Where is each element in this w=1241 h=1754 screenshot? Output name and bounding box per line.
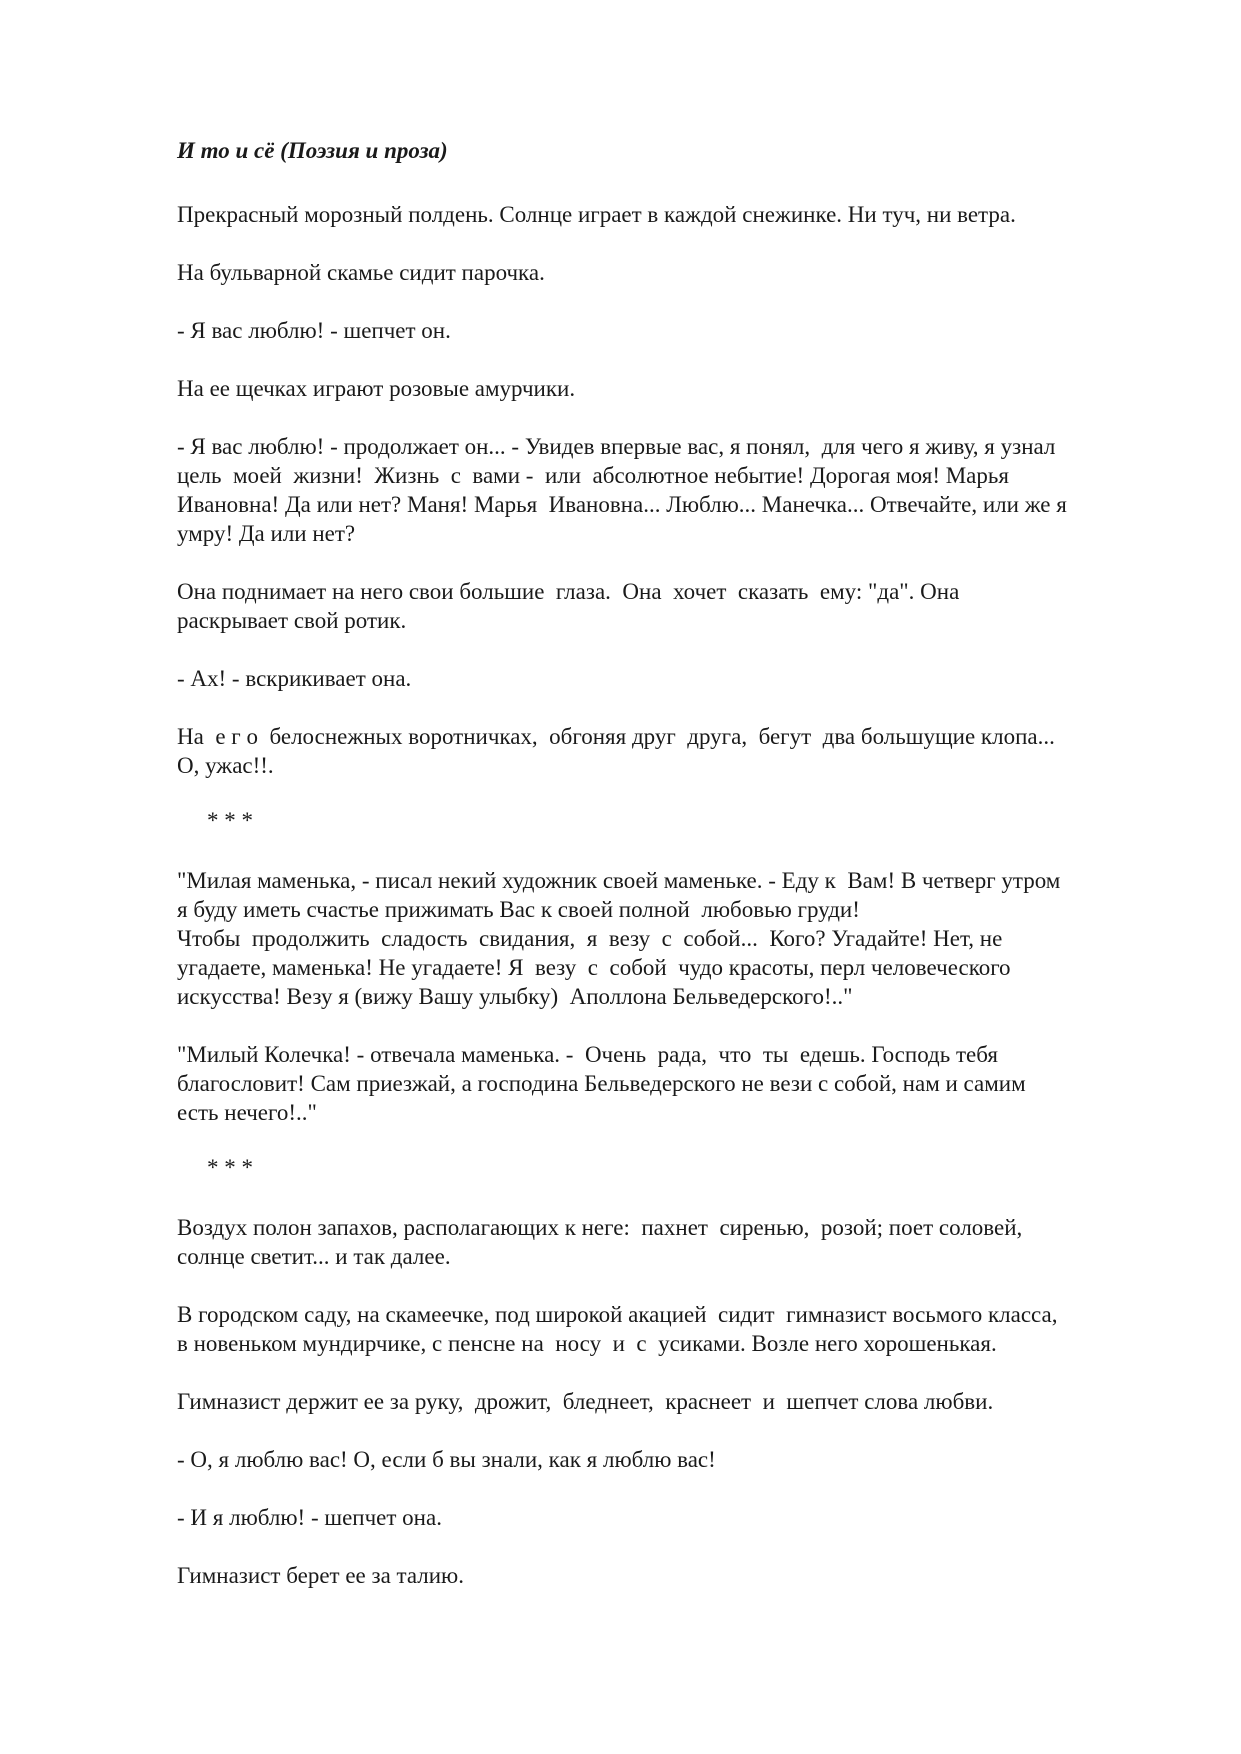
paragraph: - Я вас люблю! - шепчет он. <box>177 318 451 343</box>
paragraph: Гимназист берет ее за талию. <box>177 1563 464 1588</box>
document-title: И то и сё (Поэзия и проза) <box>177 138 448 163</box>
paragraph: "Милая маменька, - писал некий художник своей маменьке. - Еду к Вам! В четверг утром я буду иметь счастье прижимать Вас к своей полной любовью груди! Чтобы продолжить сладость свидания, я везу с собой... Кого? Угадайте! Нет, не угадаете, маменька! Не угадаете! Я везу с собой чудо красоты, перл человеческого искусства! Везу я (вижу Вашу улыбку) Аполлона Бельведерского!.." <box>177 868 1061 1009</box>
paragraph: На бульварной скамье сидит парочка. <box>177 260 545 285</box>
section-separator: * * * <box>207 1155 253 1180</box>
paragraph: Она поднимает на него свои большие глаза. Она хочет сказать ему: "да". Она раскрывает свой ротик. <box>177 579 960 633</box>
paragraph: - О, я люблю вас! О, если б вы знали, как я люблю вас! <box>177 1447 716 1472</box>
paragraph: - Я вас люблю! - продолжает он... - Увидев впервые вас, я понял, для чего я живу, я узнал цель моей жизни! Жизнь с вами - или абсолютное небытие! Дорогая моя! Марья Ивановна! Да или нет? Маня! Марья Ивановна... Люблю... Манечка... Отвечайте, или же я умру! Да или нет? <box>177 434 1067 546</box>
paragraph: Воздух полон запахов, располагающих к неге: пахнет сиренью, розой; поет соловей, солнце светит... и так далее. <box>177 1215 1023 1269</box>
paragraph: На ее щечках играют розовые амурчики. <box>177 376 576 401</box>
paragraph: "Милый Колечка! - отвечала маменька. - Очень рада, что ты едешь. Господь тебя благословит! Сам приезжай, а господина Бельведерского не вези с собой, нам и самим есть нечего!.." <box>177 1042 1026 1125</box>
paragraph: - Ах! - вскрикивает она. <box>177 666 412 691</box>
paragraph: - И я люблю! - шепчет она. <box>177 1505 442 1530</box>
section-separator: * * * <box>207 808 253 833</box>
paragraph: Гимназист держит ее за руку, дрожит, бледнеет, краснеет и шепчет слова любви. <box>177 1389 994 1414</box>
paragraph: На е г о белоснежных воротничках, обгоняя друг друга, бегут два большущие клопа... О, ужас!!. <box>177 724 1055 778</box>
paragraph: В городском саду, на скамеечке, под широкой акацией сидит гимназист восьмого класса, в новеньком мундирчике, с пенсне на носу и с усиками. Возле него хорошенькая. <box>177 1302 1058 1356</box>
paragraph: Прекрасный морозный полдень. Солнце играет в каждой снежинке. Ни туч, ни ветра. <box>177 202 1016 227</box>
